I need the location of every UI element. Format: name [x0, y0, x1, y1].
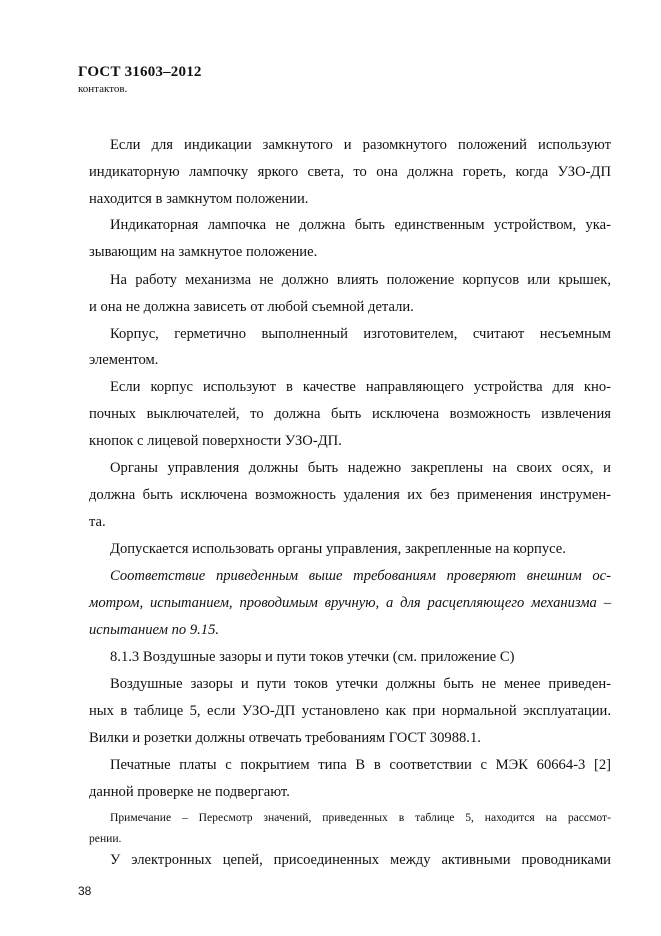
text-line: почных выключателей, то должна быть исключена возможность извлечения	[89, 406, 611, 422]
text-line: кнопок с лицевой поверхности УЗО-ДП.	[89, 433, 342, 449]
section-heading: 8.1.3 Воздушные зазоры и пути токов утечки (см. приложение С)	[110, 649, 515, 665]
text-line: данной проверке не подвергают.	[89, 784, 290, 800]
note-line: Примечание – Пересмотр значений, приведенных в таблице 5, находится на рассмот-	[110, 811, 611, 824]
text-line: Если для индикации замкнутого и разомкнутого положений используют	[110, 137, 611, 153]
text-line: и она не должна зависеть от любой съемной детали.	[89, 299, 414, 315]
text-line: находится в замкнутом положении.	[89, 191, 309, 207]
text-line: У электронных цепей, присоединенных между активными проводниками	[110, 852, 611, 868]
text-line: Индикаторная лампочка не должна быть единственным устройством, ука-	[110, 217, 611, 233]
text-line: На работу механизма не должно влиять положение корпусов или крышек,	[110, 272, 611, 288]
text-line: зывающим на замкнутое положение.	[89, 244, 318, 260]
text-line: та.	[89, 514, 106, 530]
text-line-italic: мотром, испытанием, проводимым вручную, а для расцепляющего механизма –	[89, 595, 611, 611]
text-line: элементом.	[89, 352, 159, 368]
document-header-title: ГОСТ 31603–2012	[78, 64, 202, 80]
text-line: Вилки и розетки должны отвечать требованиям ГОСТ 30988.1.	[89, 730, 481, 746]
text-line: индикаторную лампочку яркого света, то она должна гореть, когда УЗО-ДП	[89, 164, 611, 180]
text-line: Воздушные зазоры и пути токов утечки должны быть не менее приведен-	[110, 676, 611, 692]
text-line: Корпус, герметично выполненный изготовителем, считают несъемным	[110, 326, 611, 342]
text-line-italic: испытанием по 9.15.	[89, 622, 220, 638]
text-line: ных в таблице 5, если УЗО-ДП установлено как при нормальной эксплуатации.	[89, 703, 611, 719]
note-line: рении.	[89, 832, 122, 845]
text-line: Органы управления должны быть надежно закреплены на своих осях, и	[110, 460, 611, 476]
text-line: Печатные платы с покрытием типа В в соответствии с МЭК 60664-3 [2]	[110, 757, 611, 773]
text-line: Допускается использовать органы управления, закрепленные на корпусе.	[110, 541, 566, 557]
continued-text: контактов.	[78, 83, 128, 95]
text-line-italic: Соответствие приведенным выше требованиям проверяют внешним ос-	[110, 568, 611, 584]
text-line: должна быть исключена возможность удаления их без применения инструмен-	[89, 487, 611, 503]
page-number: 38	[78, 884, 92, 898]
text-line: Если корпус используют в качестве направляющего устройства для кно-	[110, 379, 611, 395]
